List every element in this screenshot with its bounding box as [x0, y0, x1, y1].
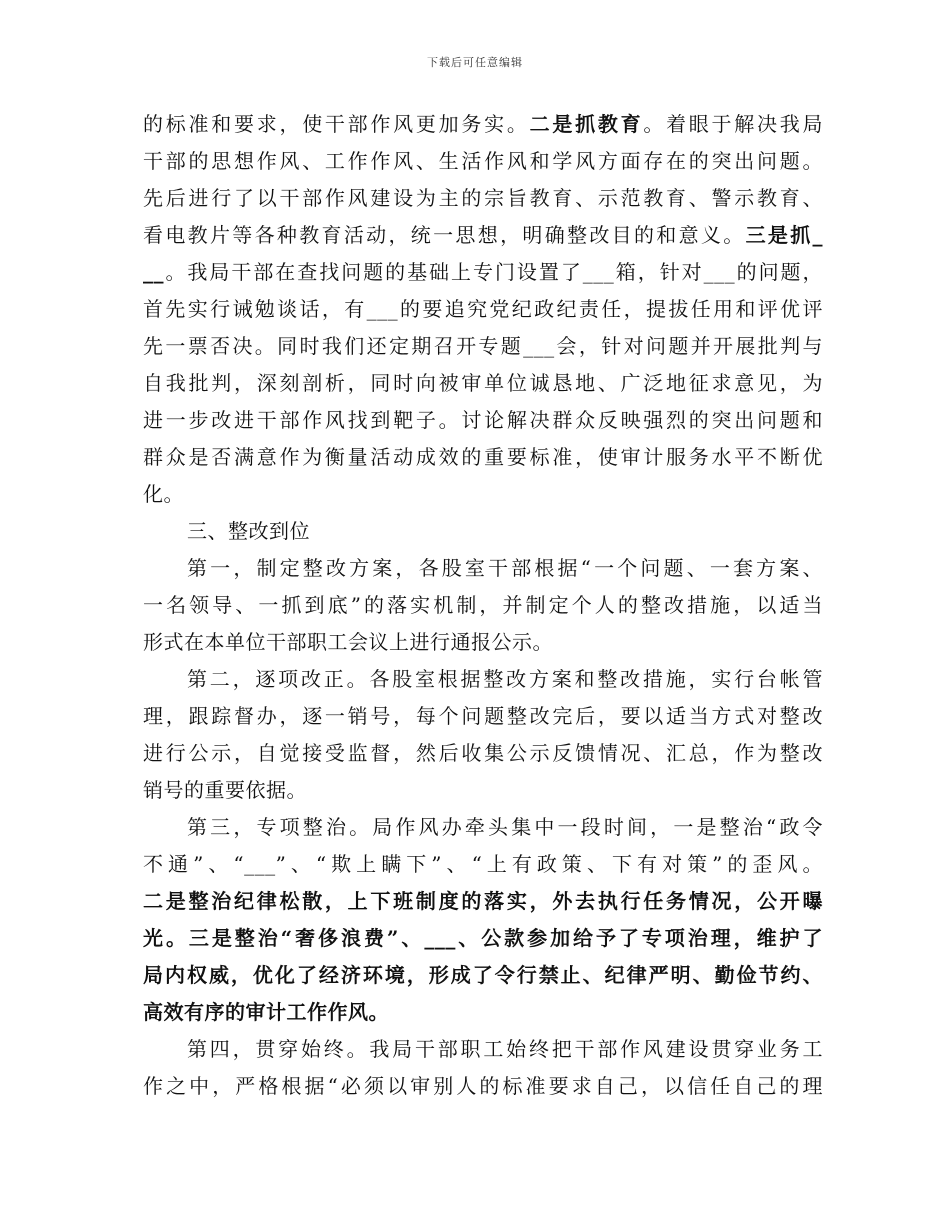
- emphasis-text: __: [143, 260, 164, 284]
- paragraph-fourth: [143, 1031, 823, 1105]
- text-line: 进行公示，自觉接受监督，然后收集公示反馈情况、汇总，作为整改: [143, 741, 823, 765]
- text-line: 第四，贯穿始终。我局干部职工始终把干部作风建设贯穿业务工: [187, 1037, 823, 1061]
- text-line: 看电教片等各种教育活动，统一思想，明确整改目的和意义。三是抓_: [143, 223, 824, 247]
- page-header: 下载后可任意编辑: [427, 56, 523, 69]
- paragraph-first: [143, 550, 823, 661]
- emphasis-text: 二是抓教育: [529, 112, 644, 136]
- document-body: [143, 106, 823, 1105]
- text-line: 一名领导、一抓到底”的落实机制，并制定个人的整改措施，以适当: [143, 593, 823, 617]
- text-line: 第二，逐项改正。各股室根据整改方案和整改措施，实行台帐管: [187, 667, 823, 691]
- emphasis-text: 三是抓_: [745, 223, 824, 247]
- text-line: 不通”、“___”、“欺上瞒下”、“上有政策、下有对策”的歪风。: [143, 852, 823, 876]
- text-line: 光。三是整治“奢侈浪费”、___、公款参加给予了专项治理，维护了: [143, 926, 823, 950]
- text-line: 高效有序的审计工作作风。: [143, 1000, 389, 1024]
- text-line: 销号的重要依据。: [143, 778, 307, 802]
- text-line: __。我局干部在查找问题的基础上专门设置了___箱，针对___的问题，: [143, 260, 823, 284]
- text-line: 作之中，严格根据“必须以审别人的标准要求自己，以信任自己的理: [143, 1074, 823, 1098]
- paragraph-second: [143, 661, 823, 809]
- text-line: 理，跟踪督办，逐一销号，每个问题整改完后，要以适当方式对整改: [143, 704, 823, 728]
- text-line: 先后进行了以干部作风建设为主的宗旨教育、示范教育、警示教育、: [143, 186, 823, 210]
- text-line: 先一票否决。同时我们还定期召开专题___会，针对问题并开展批判与: [143, 334, 823, 358]
- section-heading: 三、整改到位: [187, 519, 310, 543]
- text-line: 自我批判，深刻剖析，同时向被审单位诚恳地、广泛地征求意见，为: [143, 371, 823, 395]
- text-line: 进一步改进干部作风找到靶子。讨论解决群众反映强烈的突出问题和: [143, 408, 823, 432]
- text-line: 的标准和要求，使干部作风更加务实。二是抓教育。着眼于解决我局: [143, 112, 824, 136]
- text-line: 首先实行诫勉谈话，有___的要追究党纪政纪责任，提拔任用和评优评: [143, 297, 823, 321]
- text-line: 局内权威，优化了经济环境，形成了令行禁止、纪律严明、勤俭节约、: [143, 963, 823, 987]
- text-line: 二是整治纪律松散，上下班制度的落实，外去执行任务情况，公开曝: [143, 889, 823, 913]
- text-line: 干部的思想作风、工作作风、生活作风和学风方面存在的突出问题。: [143, 149, 823, 173]
- text-line: 第一，制定整改方案，各股室干部根据“一个问题、一套方案、: [187, 556, 823, 580]
- paragraph-work-style: [143, 106, 823, 513]
- text-line: 群众是否满意作为衡量活动成效的重要标准，使审计服务水平不断优: [143, 445, 823, 469]
- text-line: 化。: [143, 482, 184, 506]
- paragraph-third: [143, 809, 823, 1031]
- text-line: 形式在本单位干部职工会议上进行通报公示。: [143, 630, 553, 654]
- text-line: 第三，专项整治。局作风办牵头集中一段时间，一是整治“政令: [187, 815, 823, 839]
